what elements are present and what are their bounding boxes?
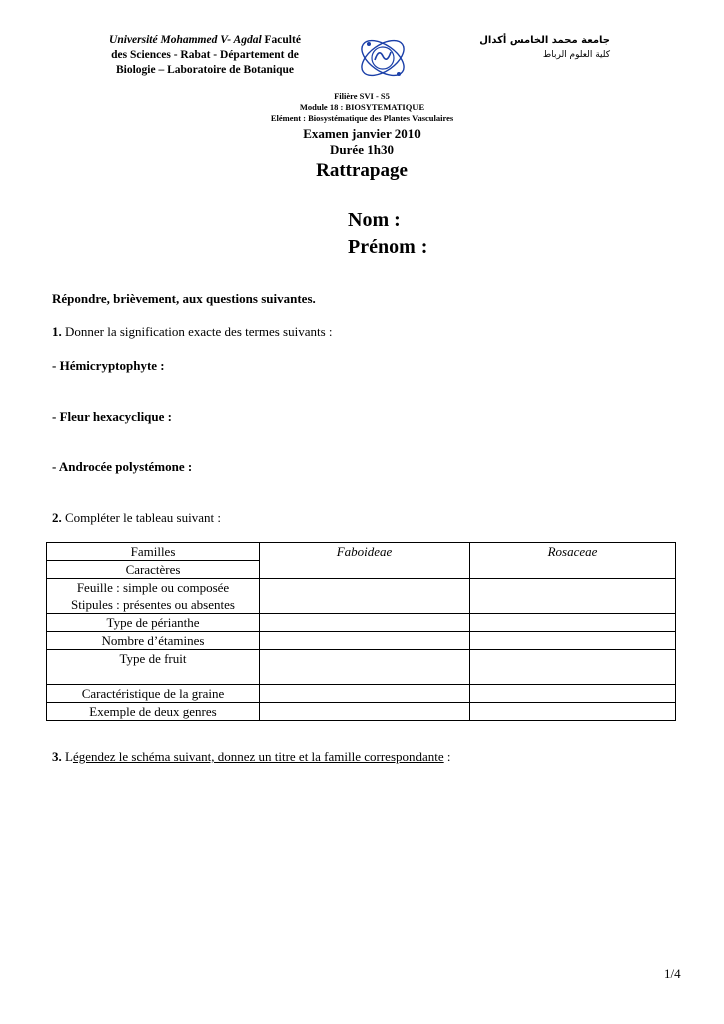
answer-cell[interactable] — [470, 685, 676, 703]
characters-table — [46, 542, 676, 721]
answer-cell[interactable] — [260, 685, 470, 703]
university-logo-icon — [355, 30, 411, 86]
course-info — [0, 91, 724, 124]
university-line-3: Biologie – Laboratoire de Botanique — [115, 64, 295, 76]
instructions: Répondre, brièvement, aux questions suivantes. — [52, 291, 316, 306]
exam-title: Rattrapage — [316, 160, 408, 181]
header-familles-caracteres: Familles Caractères — [47, 543, 260, 579]
module-label: Module 18 : BIOSYTEMATIQUE — [299, 102, 425, 112]
table-row — [47, 632, 676, 650]
exam-duration: Durée 1h30 — [330, 142, 394, 157]
answer-cell[interactable] — [260, 650, 470, 685]
answer-cell[interactable] — [260, 614, 470, 632]
prenom-label: Prénom : — [348, 236, 428, 258]
term-fleur-hexacyclique: - Fleur hexacyclique : — [52, 409, 172, 424]
exam-session: Examen janvier 2010 — [303, 126, 421, 141]
table-row — [47, 685, 676, 703]
nom-label: Nom : — [348, 209, 401, 231]
row-label-feuille-stipules: Feuille : simple ou composée Stipules : présentes ou absentes — [47, 579, 260, 614]
arabic-university-name: جامعة محمد الخامس أكدال — [479, 35, 610, 46]
family-faboideae: Faboideae — [260, 543, 470, 579]
row-label-perianthe: Type de périanthe — [47, 614, 260, 632]
table-row — [47, 579, 676, 614]
university-line-1: Université Mohammed V- Agdal Faculté — [109, 34, 301, 46]
student-identity — [348, 207, 427, 261]
answer-cell[interactable] — [470, 703, 676, 721]
answer-cell[interactable] — [260, 579, 470, 614]
arabic-faculty-name: كلية العلوم الرباط — [542, 50, 610, 60]
table-row — [47, 614, 676, 632]
question-3: 3. Légendez le schéma suivant, donnez un titre et la famille correspondante : — [52, 749, 451, 764]
row-label-fruit: Type de fruit — [47, 650, 260, 685]
university-line-2: des Sciences - Rabat - Département de — [111, 49, 299, 61]
exam-info — [0, 126, 724, 158]
question-2: 2. Compléter le tableau suivant : — [52, 510, 221, 525]
row-label-graine: Caractéristique de la graine — [47, 685, 260, 703]
family-rosaceae: Rosaceae — [470, 543, 676, 579]
answer-cell[interactable] — [470, 614, 676, 632]
question-1: 1. Donner la signification exacte des termes suivants : — [52, 324, 333, 339]
table-row — [47, 650, 676, 685]
element-label: Elément : Biosystématique des Plantes Vasculaires — [270, 113, 454, 123]
page-number: 1/4 — [664, 966, 681, 981]
answer-cell[interactable] — [260, 703, 470, 721]
answer-cell[interactable] — [260, 632, 470, 650]
answer-cell[interactable] — [470, 579, 676, 614]
answer-cell[interactable] — [470, 632, 676, 650]
table-header-row — [47, 543, 676, 579]
term-hemicryptophyte: - Hémicryptophyte : — [52, 358, 165, 373]
row-label-etamines: Nombre d’étamines — [47, 632, 260, 650]
arabic-header — [470, 34, 610, 62]
answer-cell[interactable] — [470, 650, 676, 685]
term-androcee-polystemone: - Androcée polystémone : — [52, 459, 193, 474]
filiere-label: Filière SVI - S5 — [334, 91, 390, 101]
university-header — [70, 33, 340, 78]
table-row — [47, 703, 676, 721]
row-label-genres: Exemple de deux genres — [47, 703, 260, 721]
